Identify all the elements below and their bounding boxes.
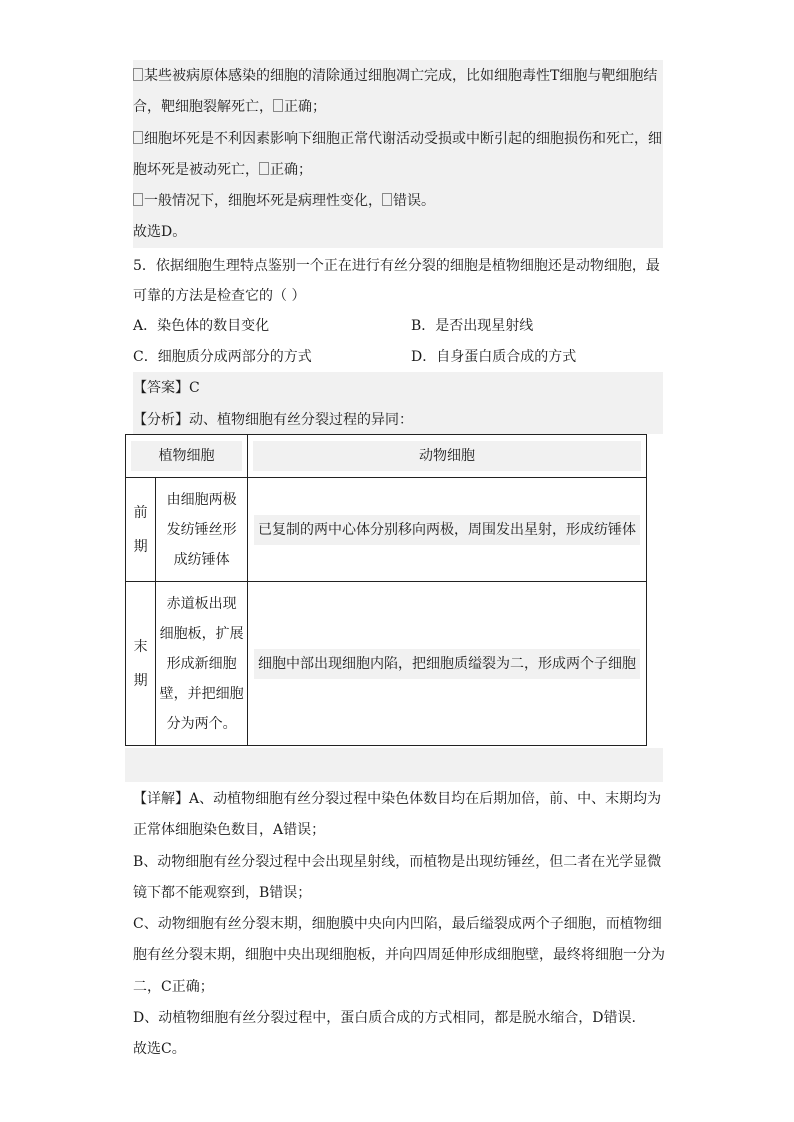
plant-telophase-cell: 赤道板出现 细胞板，扩展 形成新细胞 壁，并把细胞 分为两个。 <box>156 582 248 746</box>
missing-glyph-icon <box>133 193 143 206</box>
top-line-4: 胞坏死是被动死亡， 正确； <box>133 162 312 178</box>
detail-line-9: 故选C。 <box>133 1041 186 1057</box>
top-line-1: 某些被病原体感染的细胞的清除通过细胞凋亡完成，比如细胞毒性T细胞与靶细胞结 <box>133 66 657 86</box>
option-a: A．染色体的数目变化 <box>133 318 270 334</box>
detail-line-8: D、动植物细胞有丝分裂过程中，蛋白质合成的方式相同，都是脱水缩合，D错误. <box>133 1010 636 1026</box>
answer-line: 【答案】C <box>133 380 200 396</box>
missing-glyph-icon <box>273 99 283 112</box>
table-row-prophase <box>126 478 647 582</box>
row-label-prophase: 前 期 <box>126 478 156 582</box>
header-animal-cell: 动物细胞 <box>248 435 647 478</box>
detail-line-6: 胞有丝分裂末期，细胞中央出现细胞板，并向四周延伸形成细胞壁，最终将细胞一分为 <box>133 947 665 963</box>
top-line-6: 故选D。 <box>133 224 187 240</box>
missing-glyph-icon <box>133 68 143 81</box>
top-shaded-block <box>133 60 663 248</box>
table-bottom-shade <box>125 748 663 782</box>
detail-line-1: 【详解】A、动植物细胞有丝分裂过程中染色体数目均在后期加倍，前、中、末期均为 <box>133 791 662 807</box>
option-b: B．是否出现星射线 <box>411 318 534 334</box>
detail-line-3: B、动物细胞有丝分裂过程中会出现星射线，而植物是出现纺锤丝，但二者在光学显微 <box>133 854 662 870</box>
top-line-5: 一般情况下，细胞坏死是病理性变化， 错误。 <box>133 191 435 211</box>
missing-glyph-icon <box>133 131 143 144</box>
table-header-row <box>126 435 647 478</box>
detail-line-7: 二，C正确； <box>133 979 214 995</box>
question-line-1: 5．依据细胞生理特点鉴别一个正在进行有丝分裂的细胞是植物细胞还是动物细胞，最 <box>133 258 660 274</box>
header-plant-cell: 植物细胞 <box>126 435 248 478</box>
missing-glyph-icon <box>259 162 269 175</box>
detail-line-4: 镜下都不能观察到，B错误； <box>133 885 312 901</box>
table-row-telophase <box>126 582 647 746</box>
question-line-2: 可靠的方法是检查它的（ ） <box>133 288 306 304</box>
missing-glyph-icon <box>382 193 392 206</box>
option-c: C．细胞质分成两部分的方式 <box>133 349 312 365</box>
detail-line-5: C、动物细胞有丝分裂末期，细胞膜中央向内凹陷，最后缢裂成两个子细胞，而植物细 <box>133 916 662 932</box>
row-label-telophase: 末 期 <box>126 582 156 746</box>
plant-prophase-cell: 由细胞两极 发纺锤丝形 成纺锤体 <box>156 478 248 582</box>
animal-prophase-cell: 已复制的两中心体分别移向两极，周围发出星射，形成纺锤体 <box>248 478 647 582</box>
animal-telophase-cell: 细胞中部出现细胞内陷，把细胞质缢裂为二，形成两个子细胞 <box>248 582 647 746</box>
option-d: D．自身蛋白质合成的方式 <box>411 349 577 365</box>
analysis-line: 【分析】动、植物细胞有丝分裂过程的异同： <box>133 412 413 428</box>
detail-line-2: 正常体细胞染色数目，A错误； <box>133 822 326 838</box>
comparison-table <box>125 434 647 746</box>
top-line-3: 细胞坏死是不利因素影响下细胞正常代谢活动受损或中断引起的细胞损伤和死亡，细 <box>133 129 662 149</box>
top-line-2: 合，靶细胞裂解死亡， 正确； <box>133 99 326 115</box>
